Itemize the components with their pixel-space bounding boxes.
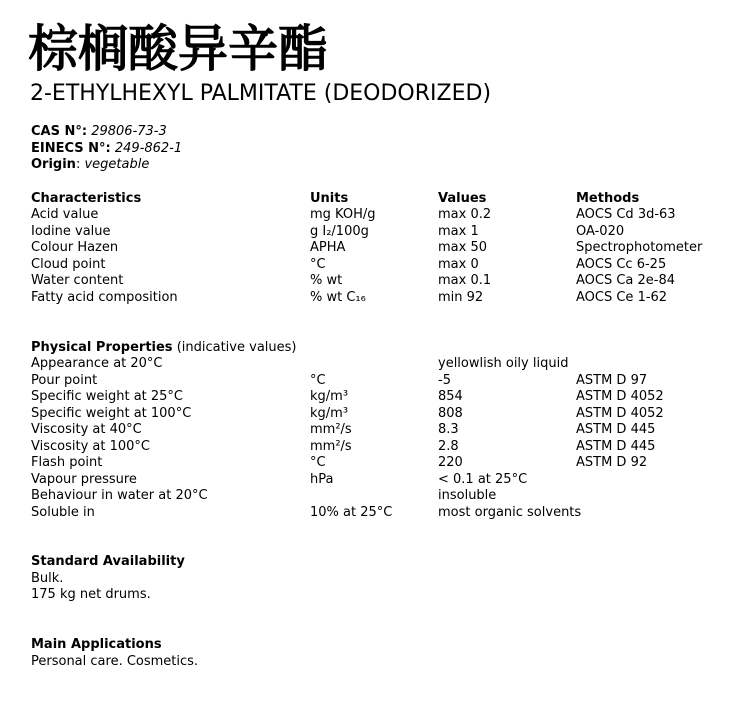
table-row [31,289,731,306]
applications-title: Main Applications [31,637,162,652]
cell-method: Spectrophotometer [576,240,703,255]
table-row [31,454,731,471]
cell-value: 808 [438,406,463,421]
cell-unit: °C [310,373,326,388]
cell-value: max 0 [438,257,479,272]
availability-line: 175 kg net drums. [31,587,151,602]
cell-method: OA-020 [576,224,625,239]
table-row [31,272,731,289]
header-units: Units [310,191,349,206]
table-row [31,471,731,488]
cell-value: 220 [438,455,463,470]
cell-method: AOCS Ca 2e-84 [576,273,676,288]
cell-property: Appearance at 20°C [31,356,163,371]
table-row [31,223,731,240]
table-row [31,256,731,273]
applications-heading [31,636,162,653]
cell-value: 8.3 [438,422,459,437]
einecs-number-line [31,141,182,157]
header-values: Values [438,191,487,206]
cell-method: ASTM D 445 [576,422,656,437]
cell-method: ASTM D 445 [576,439,656,454]
availability-heading [31,553,185,570]
cell-value: max 0.1 [438,273,492,288]
physical-properties-title: Physical Properties [31,340,173,355]
cell-unit: % wt [310,273,343,288]
cell-unit: °C [310,257,326,272]
cas-value: 29806-73-3 [91,124,167,139]
product-title-english: 2-ETHYLHEXYL PALMITATE (DEODORIZED) [30,81,492,106]
cell-method: AOCS Cd 3d-63 [576,207,676,222]
product-title-chinese: 棕榈酸异辛酯 [28,20,328,78]
cell-value: 854 [438,389,463,404]
cell-value: < 0.1 at 25°C [438,472,528,487]
cell-property: Behaviour in water at 20°C [31,488,208,503]
cell-value: 2.8 [438,439,459,454]
availability-line: Bulk. [31,571,64,586]
cell-value: max 1 [438,224,479,239]
cell-value: insoluble [438,488,497,503]
cell-unit: °C [310,455,326,470]
availability-title: Standard Availability [31,554,185,569]
cell-value: min 92 [438,290,484,305]
table-row [31,438,731,455]
cell-method: ASTM D 92 [576,455,648,470]
table-row [31,405,731,422]
cell-value: -5 [438,373,451,388]
einecs-value: 249-862-1 [114,141,183,156]
characteristics-header-row [31,190,731,207]
cell-method: AOCS Ce 1-62 [576,290,668,305]
cell-value: most organic solvents [438,505,582,520]
cas-label: CAS N°: [31,124,88,139]
origin-line: Origin: vegetable [31,157,150,172]
cell-unit: % wt C₁₆ [310,290,366,305]
table-row [31,355,731,372]
cell-unit: mm²/s [310,422,352,437]
cell-unit: g I₂/100g [310,224,369,239]
cell-value: max 0.2 [438,207,492,222]
cas-number-line [31,124,167,140]
einecs-label: EINECS N°: [31,141,111,156]
cell-method: ASTM D 97 [576,373,648,388]
applications-line: Personal care. Cosmetics. [31,654,199,669]
cell-method: AOCS Cc 6-25 [576,257,667,272]
header-characteristics: Characteristics [31,191,142,206]
cell-unit: mm²/s [310,439,352,454]
cell-property: Specific weight at 100°C [31,406,192,421]
cell-property: Vapour pressure [31,472,137,487]
cell-property: Acid value [31,207,99,222]
table-row [31,206,731,223]
cell-method: ASTM D 4052 [576,389,664,404]
cell-unit: mg KOH/g [310,207,376,222]
cell-property: Viscosity at 40°C [31,422,142,437]
table-row [31,372,731,389]
cell-property: Colour Hazen [31,240,119,255]
cell-property: Fatty acid composition [31,290,178,305]
cell-property: Iodine value [31,224,111,239]
cell-property: Specific weight at 25°C [31,389,184,404]
cell-unit: APHA [310,240,346,255]
cell-value: max 50 [438,240,487,255]
cell-property: Soluble in [31,505,95,520]
cell-property: Cloud point [31,257,106,272]
physical-properties-heading [31,339,296,356]
cell-unit: 10% at 25°C [310,505,393,520]
physical-properties-subtitle: (indicative values) [176,340,297,355]
table-row [31,487,731,504]
table-row [31,421,731,438]
origin-label: Origin [31,157,76,172]
table-row [31,504,731,521]
origin-value: vegetable [84,157,150,172]
cell-property: Pour point [31,373,98,388]
cell-unit: kg/m³ [310,389,349,404]
table-row [31,239,731,256]
cell-property: Water content [31,273,124,288]
cell-property: Viscosity at 100°C [31,439,150,454]
header-methods: Methods [576,191,640,206]
table-row [31,388,731,405]
cell-method: ASTM D 4052 [576,406,664,421]
cell-property: Flash point [31,455,103,470]
cell-value: yellowlish oily liquid [438,356,569,371]
cell-unit: kg/m³ [310,406,349,421]
cell-unit: hPa [310,472,334,487]
